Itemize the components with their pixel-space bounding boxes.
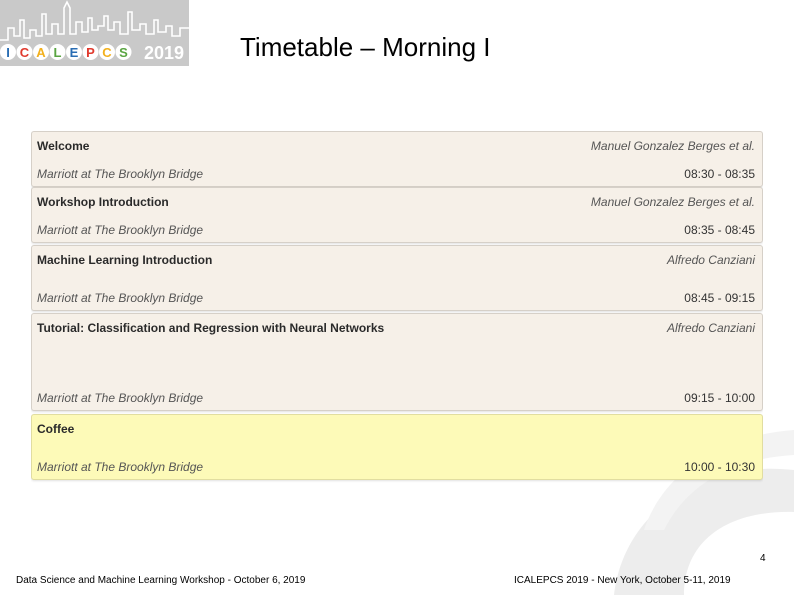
session-location: Marriott at The Brooklyn Bridge bbox=[37, 167, 204, 181]
session-time: 09:15 - 10:00 bbox=[684, 391, 755, 405]
session-speaker: Manuel Gonzalez Berges et al. bbox=[590, 195, 755, 209]
page-number: 4 bbox=[760, 553, 766, 564]
slide-title: Timetable – Morning I bbox=[240, 32, 491, 62]
logo-letter: C bbox=[19, 45, 30, 60]
session-title: Machine Learning Introduction bbox=[37, 253, 213, 267]
footer-left-text: Data Science and Machine Learning Workshop - October 6, 2019 bbox=[16, 575, 306, 586]
session-title: Coffee bbox=[37, 422, 75, 436]
footer-right-text: ICALEPCS 2019 - New York, October 5-11, 2019 bbox=[514, 575, 731, 586]
session-card[interactable] bbox=[31, 313, 763, 411]
skyline-logo-graphic bbox=[0, 0, 189, 66]
session-location: Marriott at The Brooklyn Bridge bbox=[37, 223, 204, 237]
logo-letter: L bbox=[53, 45, 62, 60]
logo-letter: P bbox=[86, 45, 95, 60]
conference-logo bbox=[0, 0, 189, 66]
session-time: 08:30 - 08:35 bbox=[684, 167, 755, 181]
session-time: 10:00 - 10:30 bbox=[684, 460, 755, 474]
session-speaker: Alfredo Canziani bbox=[666, 253, 755, 267]
logo-letter: A bbox=[36, 45, 46, 60]
session-time: 08:45 - 09:15 bbox=[684, 291, 755, 305]
logo-letter: I bbox=[6, 45, 10, 60]
session-card[interactable] bbox=[31, 131, 763, 187]
logo-letter: E bbox=[69, 45, 79, 60]
session-title: Tutorial: Classification and Regression with Neural Networks bbox=[37, 321, 385, 335]
logo-year: 2019 bbox=[144, 43, 185, 63]
session-card[interactable] bbox=[31, 245, 763, 311]
session-title: Welcome bbox=[37, 139, 90, 153]
session-card[interactable] bbox=[31, 187, 763, 243]
session-title: Workshop Introduction bbox=[37, 195, 169, 209]
session-time: 08:35 - 08:45 bbox=[684, 223, 755, 237]
session-location: Marriott at The Brooklyn Bridge bbox=[37, 391, 204, 405]
timetable-panel bbox=[31, 131, 763, 483]
session-location: Marriott at The Brooklyn Bridge bbox=[37, 291, 204, 305]
session-card[interactable] bbox=[31, 414, 763, 480]
logo-letter: C bbox=[102, 45, 112, 60]
session-speaker: Alfredo Canziani bbox=[666, 321, 755, 335]
session-speaker: Manuel Gonzalez Berges et al. bbox=[590, 139, 755, 153]
session-location: Marriott at The Brooklyn Bridge bbox=[37, 460, 204, 474]
logo-letter: S bbox=[119, 45, 128, 60]
